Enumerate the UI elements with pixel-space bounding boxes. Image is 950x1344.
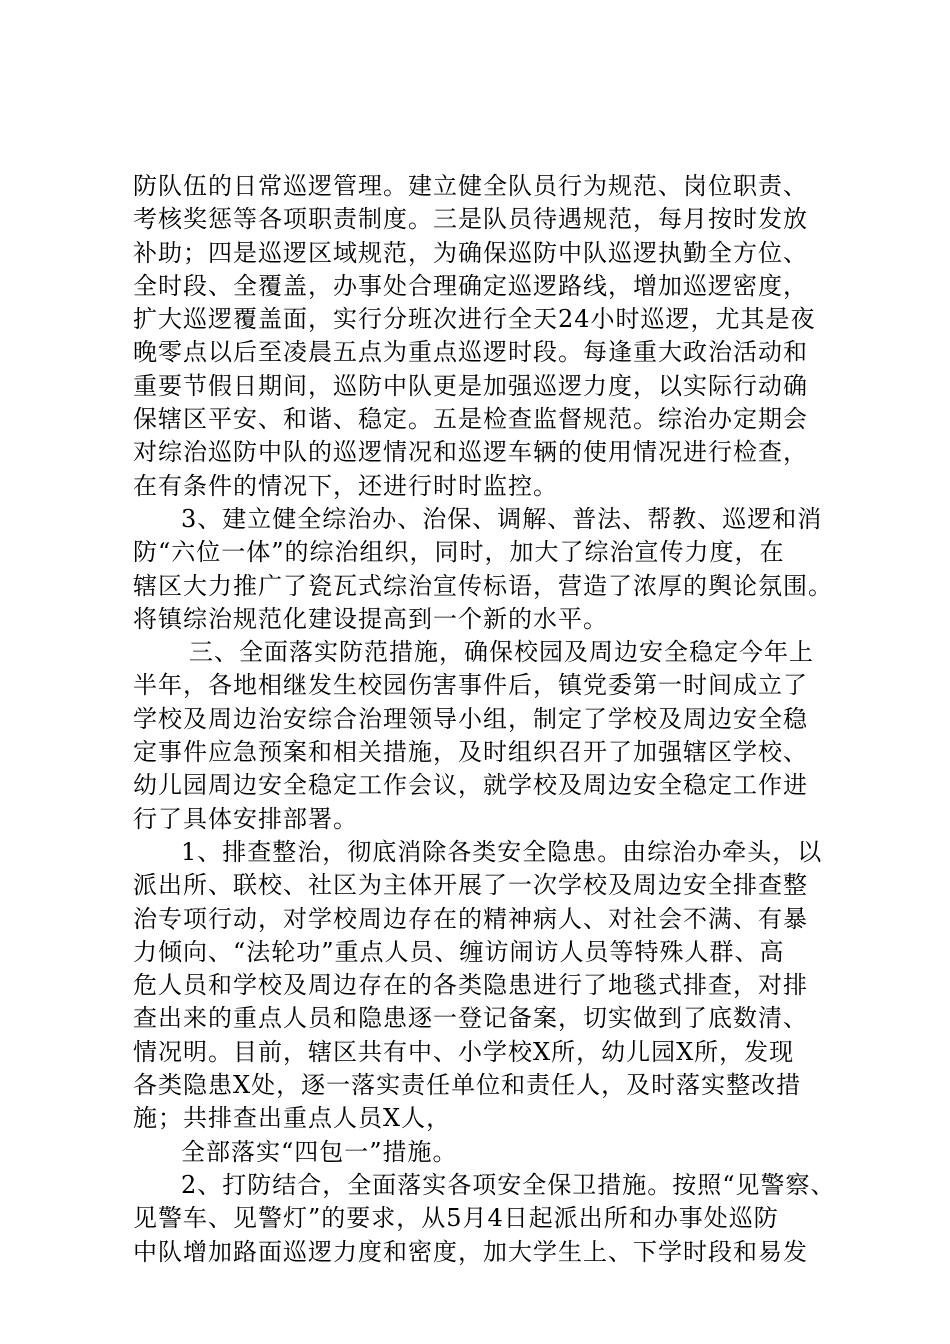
- text-line: 保辖区平安、和谐、稳定。五是检查监督规范。综治办定期会: [133, 405, 808, 434]
- text-line: 扩大巡逻覆盖面，实行分班次进行全天24小时巡逻，尤其是夜: [133, 305, 816, 334]
- text-line: 见警车、见警灯”的要求，从5月4日起派出所和办事处巡防: [133, 1204, 779, 1233]
- text-line: 各类隐患X处，逐一落实责任单位和责任人，及时落实整改措: [133, 1071, 802, 1100]
- text-line: 治专项行动，对学校周边存在的精神病人、对社会不满、有暴: [133, 904, 808, 933]
- text-line: 考核奖惩等各项职责制度。三是队员待遇规范，每月按时发放: [133, 205, 808, 234]
- text-line: 2、打防结合，全面落实各项安全保卫措施。按照“见警察、: [181, 1170, 836, 1199]
- text-line: 学校及周边治安综合治理领导小组，制定了学校及周边安全稳: [133, 704, 808, 733]
- text-line: 中队增加路面巡逻力度和密度，加大学生上、下学时段和易发: [133, 1237, 808, 1266]
- document-body: [133, 170, 836, 1269]
- text-line: 力倾向、“法轮功”重点人员、缠访闹访人员等特殊人群、高: [133, 937, 785, 966]
- text-line: 危人员和学校及周边存在的各类隐患进行了地毯式排查，对排: [133, 971, 808, 1000]
- text-line: 1、排查整治，彻底消除各类安全隐患。由综治办牵头，以: [181, 837, 823, 866]
- text-line: 防“六位一体”的综治组织，同时，加大了综治宣传力度，在: [133, 538, 785, 567]
- text-line: 3、建立健全综治办、治保、调解、普法、帮教、巡逻和消: [181, 504, 823, 533]
- text-line: 晚零点以后至凌晨五点为重点巡逻时段。每逢重大政治活动和: [133, 338, 808, 367]
- text-line: 行了具体安排部署。: [133, 804, 358, 833]
- text-line: 施；共排查出重点人员X人，: [133, 1104, 452, 1133]
- text-line: 情况明。目前，辖区共有中、小学校X所，幼儿园X所，发现: [133, 1037, 795, 1066]
- text-line: 重要节假日期间，巡防中队更是加强巡逻力度，以实际行动确: [133, 371, 808, 400]
- text-line: 辖区大力推广了瓷瓦式综治宣传标语，营造了浓厚的舆论氛围。: [133, 571, 833, 600]
- text-line: 查出来的重点人员和隐患逐一登记备案，切实做到了底数清、: [133, 1004, 808, 1033]
- text-line: 将镇综治规范化建设提高到一个新的水平。: [133, 604, 608, 633]
- text-line: 三、全面落实防范措施，确保校园及周边安全稳定今年上: [189, 638, 814, 667]
- text-line: 全时段、全覆盖，办事处合理确定巡逻路线，增加巡逻密度，: [133, 271, 808, 300]
- text-line: 全部落实“四包一”措施。: [181, 1137, 458, 1166]
- text-line: 派出所、联校、社区为主体开展了一次学校及周边安全排查整: [133, 871, 808, 900]
- text-line: 对综治巡防中队的巡逻情况和巡逻车辆的使用情况进行检查，: [133, 438, 808, 467]
- text-line: 防队伍的日常巡逻管理。建立健全队员行为规范、岗位职责、: [133, 172, 808, 200]
- text-line: 定事件应急预案和相关措施，及时组织召开了加强辖区学校、: [133, 738, 808, 767]
- text-line: 补助；四是巡逻区域规范，为确保巡防中队巡逻执勤全方位、: [133, 238, 808, 267]
- text-line: 半年，各地相继发生校园伤害事件后，镇党委第一时间成立了: [133, 671, 808, 700]
- text-line: 幼儿园周边安全稳定工作会议，就学校及周边安全稳定工作进: [133, 771, 808, 800]
- text-line: 在有条件的情况下，还进行时时监控。: [133, 471, 558, 500]
